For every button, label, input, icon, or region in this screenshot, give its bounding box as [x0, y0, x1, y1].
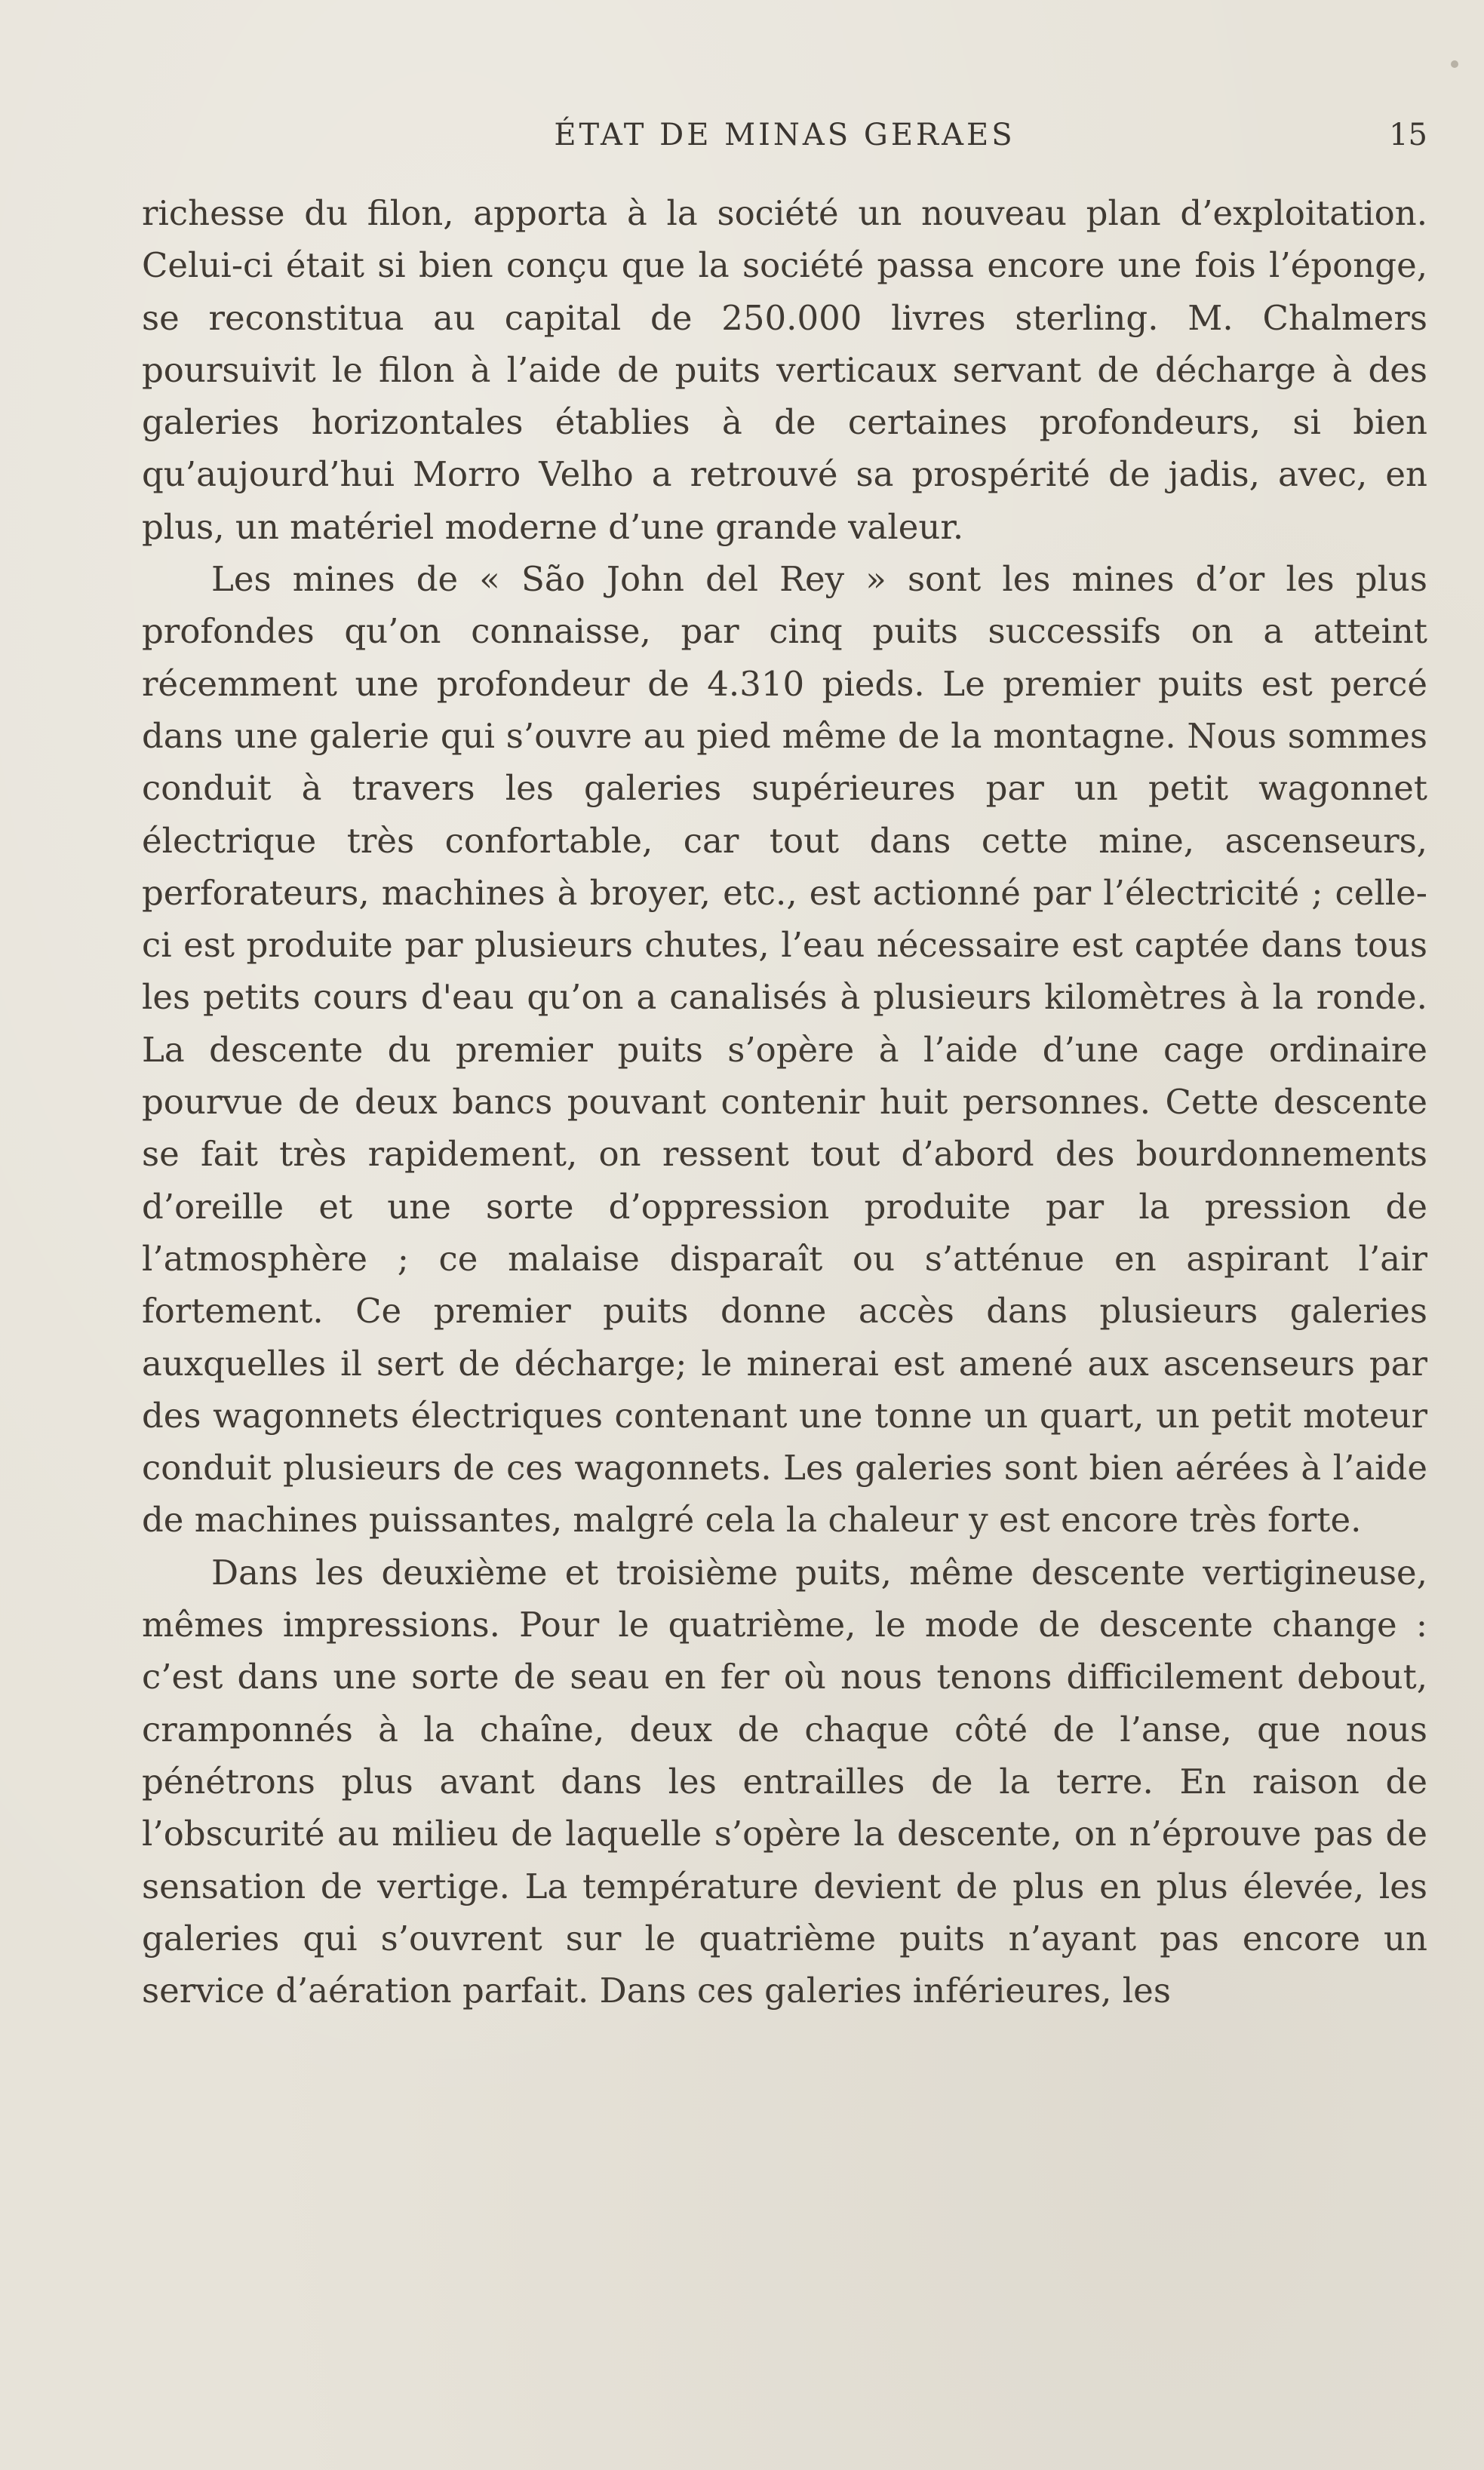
page-number: 15 — [1389, 118, 1427, 152]
body-text — [142, 187, 1427, 2017]
page-header — [142, 118, 1427, 163]
paragraph-1: richesse du filon, apporta à la société un nouveau plan d’exploitation. Celui-ci était si bien conçu que la société passa encore une fois l’éponge, se reconstitua au capital de 250.000 livres sterling. M. Chalmers poursuivit le filon à l’aide de puits verticaux servant de décharge à des galeries horizontales établies à de certaines profondeurs, si bien qu’aujourd’hui Morro Velho a retrouvé sa prospérité de jadis, avec, en plus, un matériel moderne d’une grande valeur. — [142, 193, 1427, 547]
paragraph-3: Dans les deuxième et troisième puits, même descente vertigineuse, mêmes impressions. Pour le quatrième, le mode de descente change : c’est dans une sorte de seau en fer où nous tenons difficilement debout, cramponnés à la chaîne, deux de chaque côté de l’anse, que nous pénétrons plus avant dans les entrailles de la terre. En raison de l’obscurité au milieu de laquelle s’opère la descente, on n’éprouve pas de sensation de vertige. La température devient de plus en plus élevée, les galeries qui s’ouvrent sur le quatrième puits n’ayant pas encore un service d’aération parfait. Dans ces galeries inférieures, les — [142, 1552, 1427, 2011]
paper-speck — [1451, 60, 1458, 68]
paragraph-2: Les mines de « São John del Rey » sont les mines d’or les plus profondes qu’on connaisse, par cinq puits successifs on a atteint récemment une profondeur de 4.310 pieds. Le premier puits est percé dans une galerie qui s’ouvre au pied même de la montagne. Nous sommes conduit à travers les galeries supérieures par un petit wagonnet électrique très confortable, car tout dans cette mine, ascenseurs, perforateurs, machines à broyer, etc., est actionné par l’électricité ; celle-ci est produite par plusieurs chutes, l’eau nécessaire est captée dans tous les petits cours d'eau qu’on a canalisés à plusieurs kilomètres à la ronde. La descente du premier puits s’opère à l’aide d’une cage ordinaire pourvue de deux bancs pouvant contenir huit personnes. Cette descente se fait très rapidement, on ressent tout d’abord des bourdonnements d’oreille et une sorte d’oppression produite par la pression de l’atmosphère ; ce malaise disparaît ou s’atténue en aspirant l’air fortement. Ce premier puits donne accès dans plusieurs galeries auxquelles il sert de décharge; le minerai est amené aux ascenseurs par des wagonnets électriques contenant une tonne un quart, un petit moteur conduit plusieurs de ces wagonnets. Les galeries sont bien aérées à l’aide de machines puissantes, malgré cela la chaleur y est encore très forte. — [142, 559, 1427, 1541]
running-title: ÉTAT DE MINAS GERAES — [554, 118, 1015, 152]
